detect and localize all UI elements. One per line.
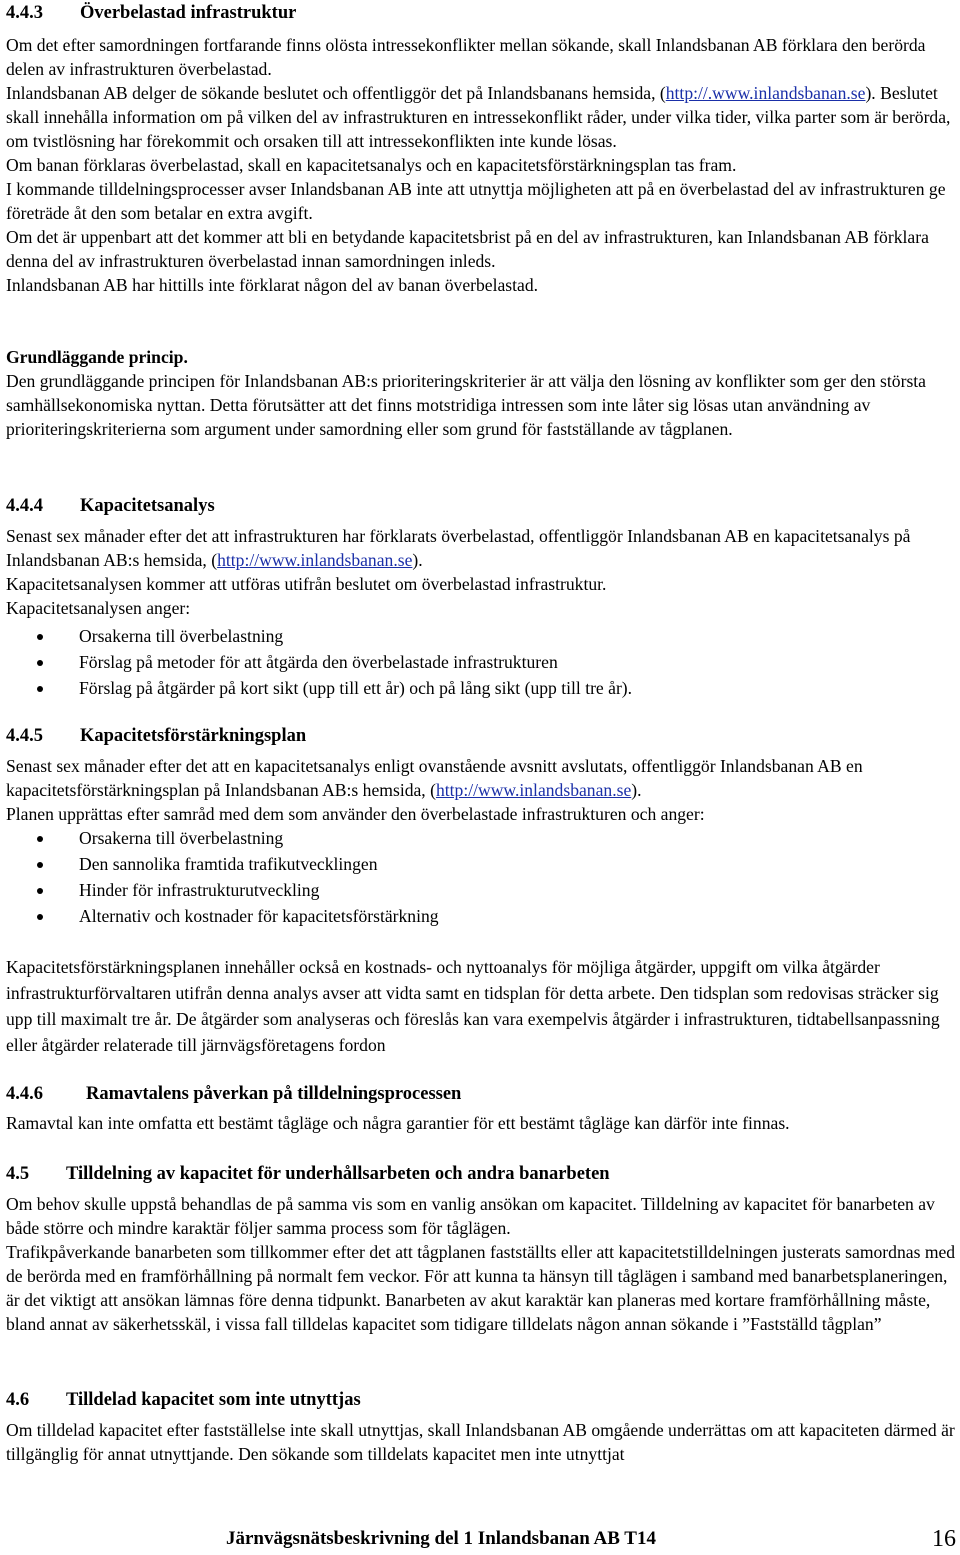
heading-4-4-6 — [6, 1082, 956, 1106]
page-number: 16 — [932, 1526, 956, 1552]
paragraph: Om behov skulle uppstå behandlas de på samma vis som en vanlig ansökan om kapacitet. Tilldelning av kapacitet för banarbeten av både större och mindre karaktär följer samma process som för tåglägen. — [6, 1194, 935, 1238]
text: ). — [631, 780, 642, 800]
list-item: Alternativ och kostnader för kapacitetsförstärkning — [6, 904, 956, 930]
section-title: Tilldelning av kapacitet för underhållsarbeten och andra banarbeten — [66, 1164, 610, 1184]
section-4-4-5-body — [6, 754, 956, 930]
paragraph: Kapacitetsanalysen kommer att utföras utifrån beslutet om överbelastad infrastruktur. — [6, 574, 607, 594]
text: Inlandsbanan AB delger de sökande beslutet och offentliggör det på Inlandsbanans hemsida, ( — [6, 83, 666, 103]
list-item: Orsakerna till överbelastning — [6, 624, 956, 650]
section-number: 4.5 — [6, 1164, 30, 1184]
section-title: Kapacitetsförstärkningsplan — [80, 726, 307, 746]
paragraph: Kapacitetsanalysen anger: — [6, 598, 191, 618]
paragraph: I kommande tilldelningsprocesser avser Inlandsbanan AB inte att utnyttja möjligheten att på en överbelastad del av infrastrukturen ge företräde åt den som betalar en extra avgift. — [6, 179, 946, 223]
section-number: 4.4.4 — [6, 496, 43, 516]
section-4-4-3-body — [6, 33, 956, 297]
section-4-6-body — [6, 1418, 956, 1466]
paragraph-decision — [6, 81, 956, 153]
section-4-4-5-cost-analysis — [6, 954, 956, 1058]
heading-4-6 — [6, 1388, 956, 1412]
section-title: Tilldelad kapacitet som inte utnyttjas — [66, 1390, 361, 1410]
page-footer: Järnvägsnätsbeskrivning del 1 Inlandsbanan AB T14 — [226, 1528, 656, 1549]
paragraph: Om banan förklaras överbelastad, skall en kapacitetsanalys och en kapacitetsförstärkningsplan tas fram. — [6, 155, 737, 175]
list-item: Den sannolika framtida trafikutvecklingen — [6, 852, 956, 878]
section-number: 4.4.5 — [6, 726, 43, 746]
website-link[interactable]: http://www.inlandsbanan.se — [217, 550, 413, 570]
paragraph: Om det är uppenbart att det kommer att bli en betydande kapacitetsbrist på en del av infrastrukturen, kan Inlandsbanan AB förklara denna del av infrastrukturen överbelastad innan samordningen inleds. — [6, 227, 929, 271]
paragraph: Inlandsbanan AB har hittills inte förklarat någon del av banan överbelastad. — [6, 275, 539, 295]
website-link[interactable]: http://www.inlandsbanan.se — [435, 780, 632, 800]
paragraph — [6, 754, 956, 802]
section-4-4-6-body — [6, 1111, 956, 1135]
paragraph: Trafikpåverkande banarbeten som tillkommer efter det att tågplanen fastställts eller att kapacitetstilldelningen justerats samordnas med de berörda med en framförhållning på normalt fem veckor. För att kunna ta hänsyn till tåglägen i samband med banarbetsplaneringen, är det viktigt att ansökan lämnas före denna tidpunkt. Banarbeten av akut karaktär kan planeras med kortare framförhållning måste, bland annat av säkerhetsskäl, i vissa fall tilldelas kapacitet som tidigare tilldelats någon annan sökande i ”Fastställd tågplan” — [6, 1242, 956, 1334]
list-item: Förslag på metoder för att åtgärda den överbelastade infrastrukturen — [6, 650, 956, 676]
principle-title: Grundläggande princip. — [6, 347, 188, 367]
paragraph: Om tilldelad kapacitet efter fastställelse inte skall utnyttjas, skall Inlandsbanan AB omgående underrättas om att kapaciteten därmed är tillgänglig för annat utnyttjande. Den sökande som tilldelats kapacitet men inte utnyttjat — [6, 1420, 955, 1464]
section-number: 4.4.6 — [6, 1084, 43, 1104]
text: Senast sex månader efter det att en kapacitetsanalys enligt ovanstående avsnitt avslutats, offentliggör Inlandsbanan AB en kapacitetsförstärkningsplan på Inlandsbanan AB:s hemsida, ( — [6, 756, 863, 800]
section-title: Kapacitetsanalys — [80, 496, 215, 516]
section-4-4-4-body — [6, 524, 956, 702]
paragraph: Den grundläggande principen för Inlandsbanan AB:s prioriteringskriterier är att välja den lösning av konflikter som ger den största samhällsekonomiska nyttan. Detta förutsätter att det finns motstridiga intressen som inte låter sig lösas utan användning av prioriteringskriterierna som argument under samordning eller som grund för fastställande av tågplanen. — [6, 371, 926, 439]
paragraph: Planen upprättas efter samråd med dem som använder den överbelastade infrastrukturen och anger: — [6, 804, 705, 824]
heading-4-4-3 — [6, 1, 956, 25]
heading-4-4-5 — [6, 724, 956, 748]
text: ). — [412, 550, 423, 570]
text: Senast sex månader efter det att infrastrukturen har förklarats överbelastad, offentliggör Inlandsbanan AB en kapacitetsanalys på Inlandsbanan AB:s hemsida, ( — [6, 526, 911, 570]
paragraph: Om det efter samordningen fortfarande finns olösta intressekonflikter mellan sökande, skall Inlandsbanan AB förklara den berörda delen av infrastrukturen överbelastad. — [6, 35, 926, 79]
paragraph — [6, 524, 956, 572]
section-number: 4.4.3 — [6, 3, 43, 23]
text: ). Beslutet skall innehålla information om på vilken del av infrastrukturen en intressekonflikt råder, under vilka tider, vilka parter som är berörda, om tvistlösning har förekommit och orsaken till att intressekonflikten inte kunde lösas. — [6, 83, 951, 151]
list-item: Orsakerna till överbelastning — [6, 826, 956, 852]
website-link[interactable]: http://.www.inlandsbanan.se — [665, 83, 866, 103]
bullet-list — [6, 624, 956, 702]
section-number: 4.6 — [6, 1390, 30, 1410]
list-item: Hinder för infrastrukturutveckling — [6, 878, 956, 904]
bullet-list — [6, 826, 956, 930]
paragraph: Kapacitetsförstärkningsplanen innehåller också en kostnads- och nyttoanalys för möjliga åtgärder, uppgift om vilka åtgärder infrastrukturförvaltaren utifrån denna analys avser att vidta samt en tidsplan för detta arbete. Den tidsplan som redovisas sträcker sig upp till maximalt tre år. De åtgärder som analyseras och föreslås kan vara exempelvis åtgärder i infrastrukturen, tidtabellsanpassning eller åtgärder relaterade till järnvägsföretagens fordon — [6, 957, 940, 1055]
list-item: Förslag på åtgärder på kort sikt (upp till ett år) och på lång sikt (upp till tre år). — [6, 676, 956, 702]
section-4-5-body — [6, 1192, 956, 1336]
paragraph: Ramavtal kan inte omfatta ett bestämt tågläge och några garantier för ett bestämt tågläge kan därför inte finnas. — [6, 1113, 790, 1133]
principle-section — [6, 345, 956, 441]
heading-4-4-4 — [6, 494, 956, 518]
section-title: Överbelastad infrastruktur — [80, 3, 297, 23]
section-title: Ramavtalens påverkan på tilldelningsprocessen — [86, 1084, 462, 1104]
heading-4-5 — [6, 1162, 956, 1186]
